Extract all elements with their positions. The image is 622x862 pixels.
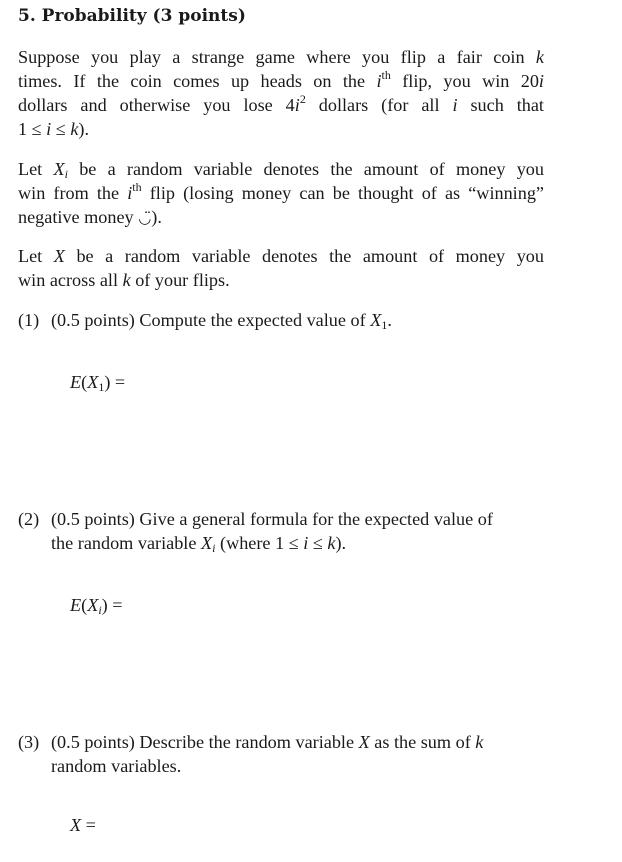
part-2-body: (0.5 points) Give a general formula for the expected value of the random variable $X_i$ (where 1 ≤ i ≤ k). <box>51 509 493 555</box>
part-2-answer-prompt: $E(X_i)$ = <box>70 595 123 617</box>
part-3-body: (0.5 points) Describe the random variable X as the sum of k random variables. <box>51 732 484 776</box>
x-line-1: Let X be a random variable denotes the amount of money you <box>18 246 544 266</box>
intro-line-2: times. If the coin comes up heads on the $i^{th}$ flip, you win 20i <box>18 68 544 91</box>
part-3-answer-space[interactable] <box>128 813 528 858</box>
part-2-answer-space[interactable] <box>158 593 538 713</box>
part-2-number: (2) <box>18 509 40 529</box>
xi-definition-paragraph <box>18 157 544 231</box>
xi-line-2: win from the $i^{th}$ flip (losing money can be thought of as “winning” <box>18 180 544 203</box>
part-1-answer-space[interactable] <box>158 370 538 490</box>
part-3-number: (3) <box>18 732 40 752</box>
part-1-body: (0.5 points) Compute the expected value of $X_1$. <box>51 310 392 332</box>
intro-line-1: Suppose you play a strange game where you flip a fair coin k <box>18 47 544 67</box>
xi-line-3: negative money ◡̈). <box>18 207 162 227</box>
part-1-number: (1) <box>18 310 40 330</box>
xi-line-1: Let $X_i$ be a random variable denotes the amount of money you <box>18 159 544 181</box>
x-definition-paragraph <box>18 244 544 292</box>
intro-line-4: 1 ≤ i ≤ k). <box>18 119 89 139</box>
x-line-2: win across all k of your flips. <box>18 270 230 290</box>
problem-title: 5. Probability (3 points) <box>18 6 246 26</box>
intro-paragraph <box>18 45 544 141</box>
part-1-answer-prompt: $E(X_1)$ = <box>70 372 126 394</box>
intro-line-3: dollars and otherwise you lose $4i^2$ dollars (for all i such that <box>18 92 544 115</box>
smiley-icon: ◡̈ <box>138 211 152 227</box>
part-3-answer-prompt: X = <box>70 815 96 835</box>
